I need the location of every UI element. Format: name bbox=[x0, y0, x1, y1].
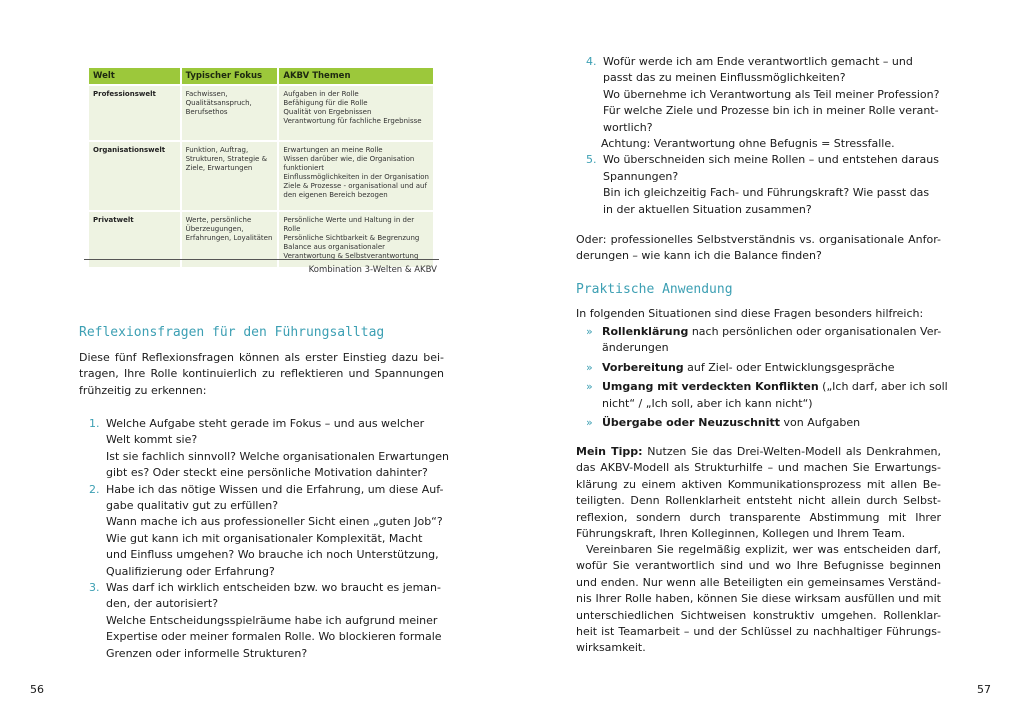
list-item bbox=[79, 482, 449, 580]
bullet-text: nicht“ / „Ich soll, aber ich kann nicht“) bbox=[602, 396, 813, 410]
text-line: frühzeitig zu erkennen: bbox=[79, 383, 207, 397]
table-cell-akbv bbox=[279, 86, 433, 140]
table-header-row bbox=[89, 68, 433, 84]
bullet-marker: » bbox=[586, 416, 593, 430]
text-line: tragen, Ihre Rolle kontinuierlich zu reflektieren und Spannungen bbox=[79, 367, 444, 381]
text-line: wirksamkeit. bbox=[576, 641, 646, 655]
right-page bbox=[510, 0, 1020, 724]
text-line: derungen – wie kann ich die Balance finden? bbox=[576, 249, 822, 263]
text-line: gabe qualitativ gut zu erfüllen? bbox=[106, 499, 279, 513]
cell-line: Werte, persönliche bbox=[185, 216, 252, 224]
table-cell-fokus bbox=[182, 142, 278, 210]
text-line: Expertise oder meiner formalen Rolle. Wo blockieren formale bbox=[106, 630, 442, 644]
bullet-text: änderungen bbox=[602, 341, 669, 355]
text-line: Achtung: Verantwortung ohne Befugnis = Stressfalle. bbox=[601, 137, 895, 151]
list-item bbox=[576, 415, 956, 431]
page-number: 57 bbox=[977, 683, 991, 696]
text-line: unterschiedlichen Sichtweisen konstruktiv umgehen. Rollenklar- bbox=[576, 608, 941, 622]
list-number: 5. bbox=[586, 153, 597, 167]
cell-line: Wissen darüber wie, die Organisation bbox=[283, 155, 415, 163]
text-line: Vereinbaren Sie regelmäßig explizit, wer was entscheiden darf, bbox=[586, 543, 941, 556]
text-line: das AKBV-Modell als Strukturhilfe – und machen Sie Erwartungs- bbox=[576, 461, 941, 475]
text-line: Für welche Ziele und Prozesse bin ich in meiner Rolle verant- bbox=[603, 104, 939, 118]
cell-line: den eigenen Bereich bezogen bbox=[283, 191, 388, 199]
text-line: Wann mache ich aus professioneller Sicht einen „guten Job“? bbox=[106, 515, 443, 529]
cell-line: Erwartungen an meine Rolle bbox=[283, 146, 383, 154]
text-line: Welche Aufgabe steht gerade im Fokus – und aus welcher bbox=[106, 417, 425, 430]
oder-paragraph bbox=[576, 232, 941, 265]
text-line: Welt kommt sie? bbox=[106, 433, 198, 447]
table-row bbox=[89, 142, 433, 210]
bullet-bold: Rollenklärung bbox=[602, 325, 689, 338]
bullet-text: von Aufgaben bbox=[780, 416, 861, 430]
bullet-marker: » bbox=[586, 360, 593, 374]
cell-line: Persönliche Werte und Haltung in der bbox=[283, 216, 415, 224]
text-line: Oder: professionelles Selbstverständnis vs. organisationale Anfor- bbox=[576, 233, 941, 246]
table-header-welt: Welt bbox=[89, 68, 180, 84]
cell-line: Einflussmöglichkeiten in der Organisation bbox=[283, 173, 429, 181]
bullet-bold: Übergabe oder Neuzuschnitt bbox=[602, 416, 781, 430]
section-heading: Reflexionsfragen für den Führungsalltag bbox=[79, 325, 385, 340]
text-line: Wo überschneiden sich meine Rollen – und entstehen daraus bbox=[603, 153, 939, 167]
bullet-text: nach persönlichen oder organisationalen Ver- bbox=[688, 325, 942, 338]
reflection-questions-list bbox=[79, 416, 449, 662]
list-item bbox=[576, 152, 956, 218]
table-cell-akbv bbox=[279, 142, 433, 210]
cell-line: Strukturen, Strategie & bbox=[185, 155, 268, 163]
text-line: wortlich? bbox=[603, 120, 653, 134]
table-header-akbv: AKBV Themen bbox=[279, 68, 433, 84]
list-item bbox=[79, 580, 449, 662]
cell-line: Befähigung für die Rolle bbox=[283, 99, 368, 107]
text-line: Spannungen? bbox=[603, 169, 679, 183]
list-number: 3. bbox=[89, 581, 100, 595]
table-cell-welt: Privatwelt bbox=[89, 212, 180, 267]
figure-caption: Kombination 3-Welten & AKBV bbox=[308, 265, 437, 275]
table-cell-fokus bbox=[182, 86, 278, 140]
text-line: Qualifizierung oder Erfahrung? bbox=[106, 564, 275, 578]
text-line: Was darf ich wirklich entscheiden bzw. wo braucht es jeman- bbox=[106, 581, 441, 595]
list-item bbox=[576, 360, 956, 376]
cell-line: Überzeugungen, bbox=[185, 225, 244, 233]
list-item bbox=[576, 379, 956, 412]
list-number: 1. bbox=[89, 417, 100, 430]
cell-line: Rolle bbox=[283, 225, 301, 233]
text-line: Führungskraft, Ihren Kolleginnen, Kollegen und Ihrem Team. bbox=[576, 527, 906, 541]
cell-line: Fachwissen, bbox=[185, 90, 228, 98]
text-line: Grenzen oder informelle Strukturen? bbox=[106, 646, 308, 660]
bullet-marker: » bbox=[586, 325, 593, 338]
text-line: Wo übernehme ich Verantwortung als Teil meiner Profession? bbox=[603, 87, 940, 101]
cell-line: Verantwortung & Selbstverantwortung bbox=[283, 252, 419, 260]
text-line: Wofür werde ich am Ende verantwortlich gemacht – und bbox=[603, 55, 913, 68]
cell-line: Ziele, Erwartungen bbox=[185, 164, 253, 172]
table-row bbox=[89, 86, 433, 140]
text-line: Ist sie fachlich sinnvoll? Welche organisationalen Erwartungen bbox=[106, 449, 449, 463]
text-line: passt das zu meinen Einflussmöglichkeiten? bbox=[603, 71, 846, 85]
bullet-bold: Umgang mit verdeckten Konflikten bbox=[602, 380, 819, 394]
table-cell-welt: Professionswelt bbox=[89, 86, 180, 140]
table-cell-welt: Organisationswelt bbox=[89, 142, 180, 210]
figure-divider bbox=[84, 259, 439, 260]
cell-line: Erfahrungen, Loyalitäten bbox=[185, 234, 273, 242]
cell-line: Aufgaben in der Rolle bbox=[283, 90, 359, 98]
text-line: Habe ich das nötige Wissen und die Erfahrung, um diese Auf- bbox=[106, 482, 444, 496]
text-line: und enden. Nur wenn alle Beteiligten ein gemeinsames Verständ- bbox=[576, 575, 941, 589]
three-worlds-akbv-table bbox=[87, 66, 435, 269]
list-item bbox=[576, 324, 956, 357]
bullet-text: auf Ziel- oder Entwicklungsgespräche bbox=[683, 360, 895, 374]
bullet-marker: » bbox=[586, 380, 593, 394]
text-line: In folgenden Situationen sind diese Fragen besonders hilfreich: bbox=[576, 307, 924, 320]
list-item bbox=[79, 416, 449, 482]
text-line: wofür Sie verantwortlich sind und wo Ihre Befugnisse beginnen bbox=[576, 559, 941, 573]
intro-paragraph bbox=[79, 350, 444, 399]
list-number: 2. bbox=[89, 482, 100, 496]
text-line: teiligten. Denn Rollenklarheit entsteht nicht allein durch Selbst- bbox=[576, 494, 941, 508]
text-line: nis Ihrer Rolle haben, können Sie diese wirksam ausfüllen und mit bbox=[576, 592, 941, 606]
text-line: Diese fünf Reflexionsfragen können als erster Einstieg dazu bei- bbox=[79, 351, 444, 364]
cell-line: Funktion, Auftrag, bbox=[185, 146, 249, 154]
text-line: und Einfluss umgehen? Wo brauche ich noch Unterstützung, bbox=[106, 548, 439, 562]
cell-line: Qualität von Ergebnissen bbox=[283, 108, 372, 116]
text-line: Nutzen Sie das Drei-Welten-Modell als Denkrahmen, bbox=[642, 445, 941, 458]
closing-paragraph bbox=[576, 542, 941, 657]
cell-line: funktioniert bbox=[283, 164, 325, 172]
situations-intro bbox=[576, 306, 946, 322]
text-line: Welche Entscheidungsspielräume habe ich aufgrund meiner bbox=[106, 613, 438, 627]
cell-line: Qualitätsanspruch, bbox=[185, 99, 252, 107]
text-line: klärung zu einem aktiven Kommunikationsprozess mit allen Be- bbox=[576, 477, 941, 491]
text-line: gibt es? Oder steckt eine persönliche Motivation dahinter? bbox=[106, 466, 428, 480]
bullet-bold: Vorbereitung bbox=[602, 360, 684, 374]
situations-list bbox=[576, 324, 956, 434]
cell-line: Ziele & Prozesse - organisational und auf bbox=[283, 182, 427, 190]
cell-line: Persönliche Sichtbarkeit & Begrenzung bbox=[283, 234, 420, 242]
list-item bbox=[576, 54, 956, 152]
table-header-fokus: Typischer Fokus bbox=[182, 68, 278, 84]
list-number: 4. bbox=[586, 55, 597, 68]
section-heading: Praktische Anwendung bbox=[576, 282, 733, 297]
text-line: heit ist Teamarbeit – und der Schlüssel zu nachhaltiger Führungs- bbox=[576, 625, 941, 639]
cell-line: Berufsethos bbox=[185, 108, 228, 116]
tipp-label: Mein Tipp: bbox=[576, 445, 643, 458]
bullet-text: („Ich darf, aber ich soll bbox=[818, 380, 948, 394]
text-line: den, der autorisiert? bbox=[106, 597, 219, 611]
text-line: reflexion, sondern durch transparente Abstimmung mit Ihrer bbox=[576, 510, 941, 524]
page-number: 56 bbox=[30, 683, 44, 696]
text-line: Wie gut kann ich mit organisationaler Komplexität, Macht bbox=[106, 531, 423, 545]
cell-line: Balance aus organisationaler bbox=[283, 243, 386, 251]
cell-line: Verantwortung für fachliche Ergebnisse bbox=[283, 117, 422, 125]
text-line: Bin ich gleichzeitig Fach- und Führungskraft? Wie passt das bbox=[603, 186, 930, 200]
reflection-questions-list-continued bbox=[576, 54, 956, 218]
text-line: in der aktuellen Situation zusammen? bbox=[603, 202, 812, 216]
tipp-paragraph bbox=[576, 444, 941, 542]
